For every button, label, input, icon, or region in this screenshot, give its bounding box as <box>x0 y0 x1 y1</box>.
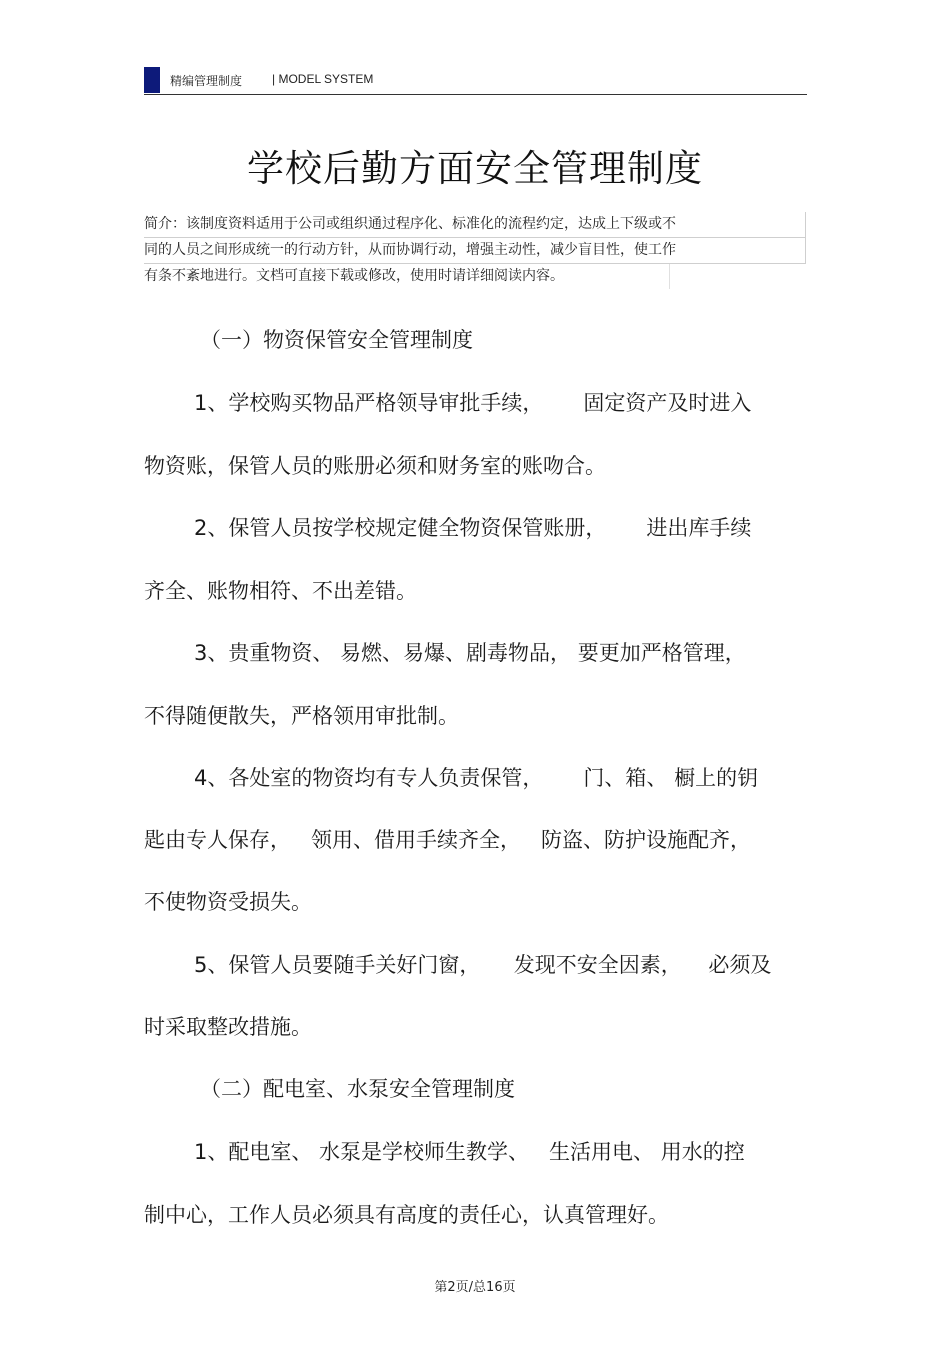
intro-line: 同的人员之间形成统一的行动方针，从而协调行动，增强主动性，减少盲目性，使工作 <box>144 238 806 264</box>
item-line: 3、贵重物资、 易燃、易爆、剧毒物品， 要更加严格管理， <box>194 641 746 665</box>
item-line: 2、保管人员按学校规定健全物资保管账册， 进出库手续 <box>194 516 752 540</box>
item-line: 1、配电室、 水泵是学校师生教学、 生活用电、 用水的控 <box>194 1140 745 1164</box>
intro-line: 有条不紊地进行。文档可直接下载或修改，使用时请详细阅读内容。 <box>144 264 670 289</box>
intro-line: 简介：该制度资料适用于公司或组织通过程序化、标准化的流程约定，达成上下级或不 <box>144 212 806 238</box>
item-line: 4、各处室的物资均有专人负责保管， 门、箱、 橱上的钥 <box>194 766 759 790</box>
section-heading: （二）配电室、水泵安全管理制度 <box>200 1077 515 1101</box>
logo-block <box>144 67 160 93</box>
intro-block <box>144 212 806 289</box>
page-header <box>144 66 807 95</box>
section-heading: （一）物资保管安全管理制度 <box>200 328 473 352</box>
item-line: 不使物资受损失。 <box>144 890 312 914</box>
item-line: 5、保管人员要随手关好门窗， 发现不安全因素， 必须及 <box>194 953 772 977</box>
item-line: 1、学校购买物品严格领导审批手续， 固定资产及时进入 <box>194 391 752 415</box>
header-model-system: | MODEL SYSTEM <box>272 72 374 86</box>
item-line: 时采取整改措施。 <box>144 1015 312 1039</box>
item-line: 匙由专人保存， 领用、借用手续齐全， 防盗、防护设施配齐， <box>144 828 752 852</box>
item-line: 物资账，保管人员的账册必须和财务室的账吻合。 <box>144 454 606 478</box>
document-title: 学校后勤方面安全管理制度 <box>247 147 703 190</box>
item-line: 不得随便散失，严格领用审批制。 <box>144 704 459 728</box>
item-line: 齐全、账物相符、不出差错。 <box>144 579 417 603</box>
header-brand: 精编管理制度 <box>170 74 243 88</box>
item-line: 制中心，工作人员必须具有高度的责任心，认真管理好。 <box>144 1203 669 1227</box>
page-number: 第2页/总16页 <box>434 1280 516 1295</box>
